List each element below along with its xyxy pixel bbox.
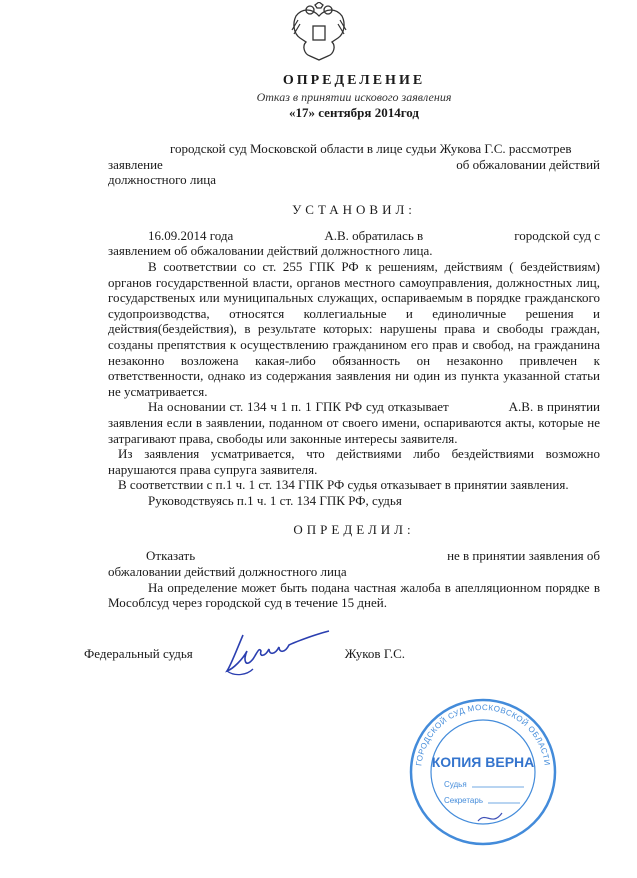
signature-role: Федеральный судья	[84, 645, 193, 661]
signature-name: Жуков Г.С.	[344, 645, 406, 661]
stamp-judge-label: Судья	[444, 779, 467, 789]
court-text: городской суд с	[514, 227, 600, 243]
document-title: ОПРЕДЕЛЕНИЕ	[282, 73, 426, 88]
p3-mid: А.В. в принятии	[508, 399, 600, 415]
established-p1-line	[108, 228, 600, 244]
established-p1-rest: заявлением об обжаловании действий должностного лица.	[108, 243, 433, 259]
intro-line-3: должностного лица	[108, 172, 217, 188]
handwritten-signature	[223, 629, 333, 679]
decided-p1-rest: обжаловании действий должностного лица	[108, 564, 347, 580]
established-p6: Руководствуясь п.1 ч. 1 ст. 134 ГПК РФ, судья	[148, 492, 402, 508]
established-p2: В соответствии со ст. 255 ГПК РФ к решениям, действиям ( бездействиям) органов государственной власти, органов местного самоуправления, должностных лиц, государственых или муниципальных служащих, оспариваемым в порядке гражданского судопроизводства, относятся коллегиальные и единоличные решения и действия(бездействия), в результате которых: нарушены права и свободы граждан, созданы препятствия к осуществлению гражданином его прав и свобод, на гражданина незаконно возложена какая-либо обязанность он незаконно привлечен к ответственности, однако из содержания заявления ни один из пункта указанной статьи не усматривается.	[108, 258, 600, 399]
p3-start: На основании ст. 134 ч 1 п. 1 ГПК РФ суд отказывает	[148, 399, 449, 415]
p3-rest: заявления если в заявлении, поданном от своего имени, оспариваются акты, которые не затрагивают права, свободы или законные интересы заявителя.	[108, 414, 600, 446]
signature-row	[84, 629, 637, 679]
filing-date: 16.09.2014 года	[148, 227, 234, 243]
coat-of-arms-emblem	[288, 2, 350, 64]
intro-line-2-start: заявление	[108, 156, 163, 172]
intro-line-2-end: об обжаловании действий	[456, 156, 600, 172]
established-p3	[108, 399, 600, 446]
established-section	[108, 228, 600, 509]
decided-p2: На определение может быть подана частная жалоба в апелляционном порядке в Мособлсуд через городской суд в течение 15 дней.	[108, 579, 600, 611]
decided-heading: ОПРЕДЕЛИЛ:	[293, 522, 415, 538]
document-date: «17» сентября 2014год	[289, 105, 419, 120]
decided-p1-end: не в принятии заявления об	[447, 548, 600, 564]
document-body	[108, 72, 600, 611]
decided-p1-start: Отказать	[146, 548, 196, 564]
applicant-text: А.В. обратилась в	[324, 227, 424, 243]
established-heading: УСТАНОВИЛ:	[292, 201, 416, 217]
court-stamp	[398, 697, 568, 847]
stamp-secretary-label: Секретарь	[444, 795, 483, 805]
stamp-ring-text: ГОРОДСКОЙ СУД МОСКОВСКОЙ ОБЛАСТИ	[414, 702, 552, 767]
intro-line-1: городской суд Московской области в лице судьи Жукова Г.С. рассмотрев	[170, 141, 572, 156]
decided-section	[108, 548, 600, 610]
established-p5: В соответствии с п.1 ч. 1 ст. 134 ГПК РФ судья отказывает в принятии заявления.	[118, 477, 569, 493]
established-p4: Из заявления усматривается, что действиями либо бездействиями возможно нарушаются права супруга заявителя.	[108, 446, 600, 477]
intro-line-2	[108, 157, 600, 173]
decided-p1-line	[108, 548, 600, 564]
document-subtitle: Отказ в принятии искового заявления	[256, 90, 452, 104]
stamp-copy-text: КОПИЯ ВЕРНА	[431, 753, 535, 770]
intro-paragraph	[108, 141, 600, 188]
